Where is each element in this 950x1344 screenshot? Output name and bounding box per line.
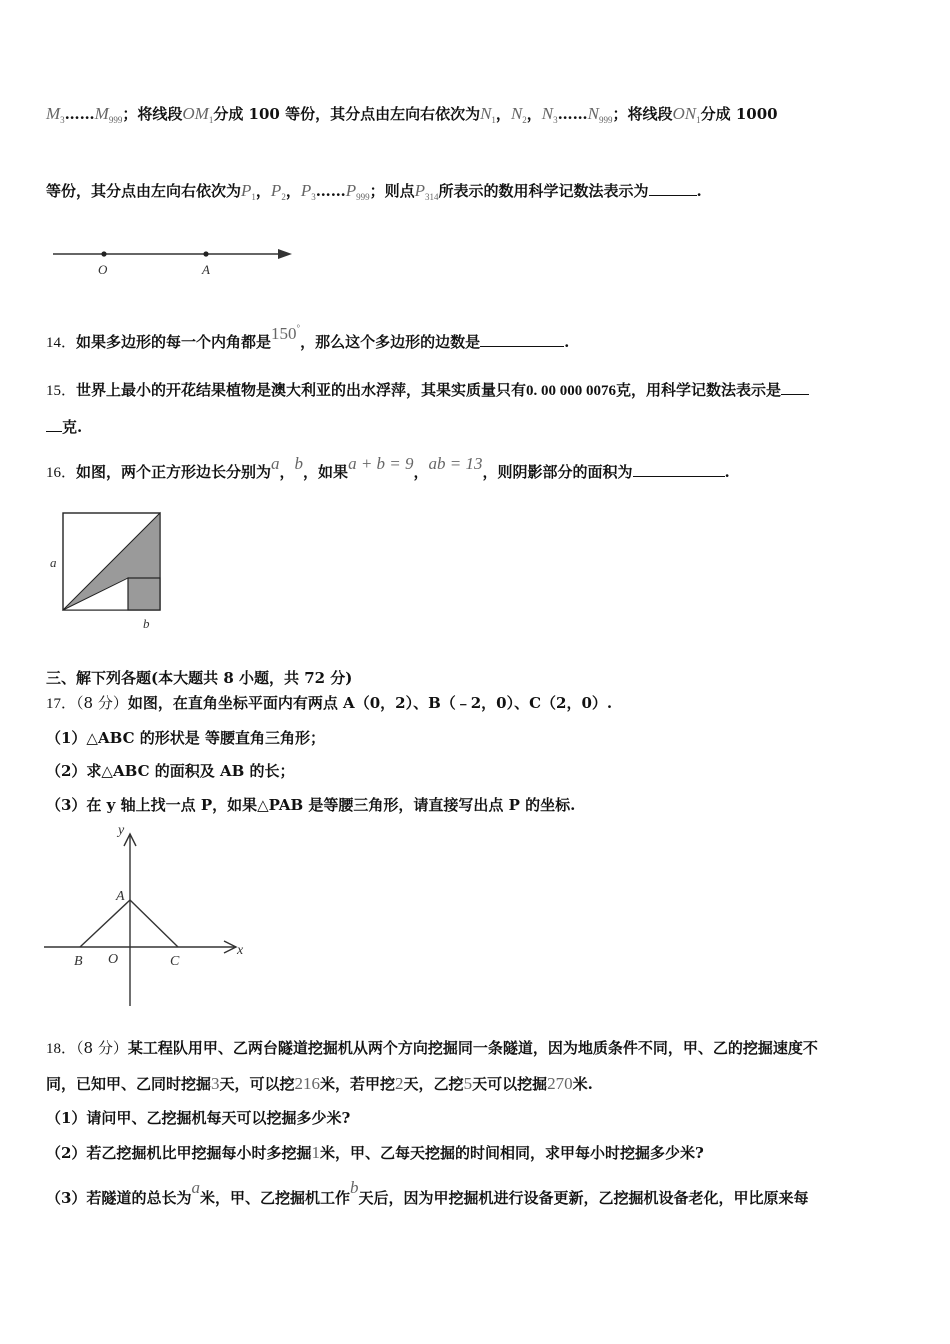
q13-text: 分成 1000	[700, 105, 778, 123]
p999-sub: 999	[356, 192, 370, 202]
question-number: 18．	[46, 1041, 77, 1057]
comma: ，	[279, 463, 295, 481]
period: .	[696, 182, 702, 200]
dots: ……	[315, 182, 346, 200]
p3-sub: 3	[311, 192, 316, 202]
q18-line1	[46, 1037, 906, 1060]
segment-ac	[130, 900, 178, 947]
q18-text: 米，甲、乙挖掘机工作	[199, 1189, 350, 1207]
om1-symbol: OM	[182, 104, 209, 123]
q14	[46, 323, 906, 355]
answer-blank	[633, 462, 725, 477]
equation-product: ab = 13	[428, 454, 483, 473]
m999-sub: 999	[108, 115, 123, 125]
q13-text: 分成 100 等份，其分点由左向右依次为	[213, 105, 481, 123]
number-line-figure	[50, 240, 300, 280]
p999-symbol: P	[345, 181, 357, 200]
dots: ……	[64, 105, 95, 123]
q18-text: （2）若乙挖掘机比甲挖掘每小时多挖掘	[46, 1144, 312, 1162]
arrow-icon	[278, 249, 292, 259]
m999-symbol: M	[94, 104, 109, 123]
angle-value: 150	[271, 324, 297, 343]
q18-part3	[46, 1178, 906, 1209]
segment-ab	[80, 900, 130, 947]
p314-symbol: P	[414, 181, 426, 200]
q18-part2	[46, 1142, 906, 1164]
label-o: O	[108, 952, 119, 967]
q18-line2	[46, 1073, 906, 1095]
label-o: O	[98, 262, 108, 277]
q18-text: 某工程队用甲、乙两台隧道挖掘机从两个方向挖掘同一条隧道，因为地质条件不同，甲、乙的挖掘速度不	[127, 1039, 818, 1057]
question-number: 15．	[46, 383, 77, 399]
period: .	[564, 333, 570, 351]
q13-text: 所表示的数用科学记数法表示为	[438, 182, 649, 200]
var-b: b	[349, 1178, 359, 1197]
q18-text: 天，乙挖	[403, 1075, 464, 1093]
var-a: a	[271, 454, 280, 473]
q15-text: 克，用科学记数法表示是	[616, 381, 782, 399]
q13-line1: $M_3\dots\dots M_{999}$；将线段$OM_1$分成 100 等份，其分点由左向右依次为$N_1$，$N_2$，$N_3\dots\dots N_{999}$；将线段$ON_1$分成 1000	[46, 104, 778, 125]
section-title: 三、解下列各题(本大题共 8 小题，共 72 分)	[46, 669, 353, 687]
comma: ，	[413, 463, 429, 481]
p1-sub: 1	[251, 192, 256, 202]
q14-text: ，那么这个多边形的边数是	[300, 333, 481, 351]
q14-text: 如果多边形的每一个内角都是	[76, 333, 272, 351]
q18-text: 同，已知甲、乙同时挖掘	[46, 1075, 212, 1093]
q18-text: 天可以挖掘	[472, 1075, 548, 1093]
p314-sub: 314	[425, 192, 439, 202]
coordinate-figure	[44, 822, 250, 1008]
q13-text: ；则点	[369, 182, 415, 200]
p3-symbol: P	[300, 181, 312, 200]
value-5: 5	[463, 1074, 473, 1093]
q17-part2: （2）求△ABC 的面积及 AB 的长；	[46, 762, 295, 780]
q17-part3: （3）在 y 轴上找一点 P，如果△PAB 是等腰三角形，请直接写出点 P 的坐标.	[46, 796, 576, 814]
score: （8 分）	[76, 694, 128, 712]
p1-symbol: P	[241, 181, 252, 200]
score: （8 分）	[76, 1039, 128, 1057]
label-a: A	[202, 262, 210, 277]
answer-blank	[781, 380, 809, 395]
n3-sub: 3	[553, 115, 558, 125]
squares-figure	[44, 506, 174, 636]
q17-text: 如图，在直角坐标平面内有两点 A（0，2）、B（﹣2，0）、C（2，0）.	[127, 694, 613, 712]
n1-sub: 1	[491, 115, 496, 125]
point-a	[203, 251, 208, 256]
label-x: x	[237, 943, 244, 958]
label-a: a	[50, 555, 57, 570]
value-270: 270	[547, 1074, 573, 1093]
on1-symbol: ON	[672, 104, 697, 123]
m3-symbol: M	[46, 104, 61, 123]
q16	[46, 454, 906, 484]
label-c: C	[170, 954, 180, 969]
label-y: y	[118, 823, 125, 838]
q15-line1	[46, 379, 906, 402]
q17-stem	[46, 692, 906, 715]
n3-symbol: N	[541, 104, 554, 123]
q16-text: ，如果	[303, 463, 349, 481]
n2-symbol: N	[510, 104, 523, 123]
q15-text: 世界上最小的开花结果植物是澳大利亚的出水浮萍，其果实质量只有	[76, 381, 527, 399]
q13-text: ；将线段	[122, 105, 183, 123]
q18-text: 天，可以挖	[219, 1075, 295, 1093]
value-1: 1	[311, 1143, 320, 1162]
q15-text: 克.	[62, 418, 83, 436]
on1-sub: 1	[696, 115, 701, 125]
answer-blank	[480, 332, 564, 347]
mass-value: 0. 00 000 0076	[526, 383, 617, 399]
dots: ……	[557, 105, 588, 123]
point-o	[101, 251, 106, 256]
q18-text: 米，甲、乙每天挖掘的时间相同，求甲每小时挖掘多少米?	[319, 1144, 704, 1162]
p2-sub: 2	[281, 192, 286, 202]
value-3: 3	[211, 1074, 220, 1093]
label-a: A	[116, 889, 125, 904]
q18-text: （3）若隧道的总长为	[46, 1189, 192, 1207]
value-2: 2	[395, 1074, 404, 1093]
q18-text: 米.	[572, 1075, 593, 1093]
n1-symbol: N	[480, 104, 492, 123]
value-216: 216	[294, 1074, 321, 1093]
q13-line2: 等份，其分点由左向右依次为$P_1$，$P_2$，$P_3\dots\dots P_{999}$；则点$P_{314}$所表示的数用科学记数法表示为 .	[46, 181, 702, 202]
question-number: 16．	[46, 465, 77, 481]
q18-text: 米，若甲挖	[320, 1075, 396, 1093]
question-number: 14．	[46, 335, 77, 351]
answer-blank	[46, 417, 62, 432]
q16-text: ，则阴影部分的面积为	[482, 463, 633, 481]
period: .	[724, 463, 730, 481]
om1-sub: 1	[208, 115, 214, 125]
q15-line2	[46, 416, 906, 438]
small-square	[128, 578, 160, 610]
q13-text: 等份，其分点由左向右依次为	[46, 182, 242, 200]
p2-symbol: P	[270, 181, 282, 200]
equation-sum: a + b = 9	[348, 454, 414, 473]
var-b: b	[294, 454, 304, 473]
label-b: B	[74, 954, 83, 969]
q18-text: 天后，因为甲挖掘机进行设备更新，乙挖掘机设备老化，甲比原来每	[358, 1189, 809, 1207]
label-b: b	[143, 616, 150, 631]
q17-part1: （1）△ABC 的形状是 等腰直角三角形；	[46, 729, 325, 747]
n999-symbol: N	[587, 104, 599, 123]
n2-sub: 2	[522, 115, 527, 125]
q16-text: 如图，两个正方形边长分别为	[76, 463, 272, 481]
answer-blank	[649, 181, 697, 196]
m3-sub: 3	[60, 115, 65, 125]
var-a: a	[191, 1178, 200, 1197]
degree-symbol: °	[296, 323, 301, 333]
q13-text: ；将线段	[612, 105, 673, 123]
n999-sub: 999	[598, 115, 613, 125]
question-number: 17．	[46, 696, 77, 712]
q18-part1: （1）请问甲、乙挖掘机每天可以挖掘多少米?	[46, 1109, 351, 1127]
